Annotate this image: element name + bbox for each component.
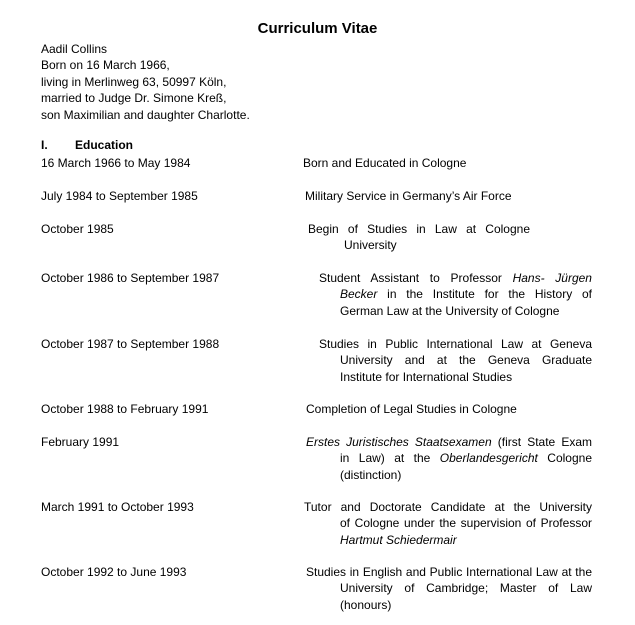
entry-description: [308, 221, 530, 254]
entry-line: Hartmut Schiedermair: [340, 532, 457, 547]
entry-line: Begin of Studies in Law at Cologne: [308, 222, 530, 236]
entry-line: Institute for International Studies: [340, 369, 513, 384]
entry-description: [303, 155, 466, 171]
entry-line: Military Service in Germany’s Air Force: [305, 189, 512, 203]
entry-description: [306, 564, 592, 613]
marital-line: married to Judge Dr. Simone Kreß,: [41, 91, 227, 106]
entry-description: [305, 188, 512, 204]
entry-date: October 1987 to September 1988: [41, 337, 220, 351]
children-line: son Maximilian and daughter Charlotte.: [41, 107, 250, 122]
entry-line: German Law at the University of Cologne: [340, 303, 560, 318]
entry-date: 16 March 1966 to May 1984: [41, 156, 191, 170]
entry-date: October 1992 to June 1993: [41, 565, 187, 579]
address-line: living in Merlinweg 63, 50997 Köln,: [41, 74, 227, 89]
entry-line: in Law) at the Oberlandesgericht Cologne: [340, 451, 592, 466]
entry-date: July 1984 to September 1985: [41, 189, 198, 203]
section-number: I.: [41, 138, 48, 152]
document-title: Curriculum Vitae: [257, 20, 378, 37]
entry-line: (distinction): [340, 467, 402, 482]
entry-line: University of Cambridge; Master of Law: [340, 581, 592, 596]
entry-description: [306, 434, 592, 483]
entry-line: Erstes Juristisches Staatsexamen (first State Exam: [306, 435, 592, 449]
entry-date: October 1988 to February 1991: [41, 402, 209, 416]
entry-line: Tutor and Doctorate Candidate at the University: [304, 500, 592, 514]
entry-description: [306, 401, 517, 417]
entry-line: University and at the Geneva Graduate: [340, 353, 592, 368]
personal-details: [41, 41, 250, 123]
name-line: Aadil Collins: [41, 42, 108, 56]
entry-line: (honours): [340, 597, 392, 612]
entry-date: October 1986 to September 1987: [41, 271, 220, 285]
entry-line: Student Assistant to Professor Hans- Jürgen: [319, 271, 592, 285]
entry-description: [319, 336, 592, 385]
entry-line: of Cologne under the supervision of Professor: [340, 516, 592, 531]
entry-description: [319, 270, 592, 319]
entry-line: Studies in English and Public International Law at the: [306, 565, 592, 579]
section-heading: [41, 138, 133, 152]
entry-date: March 1991 to October 1993: [41, 500, 194, 514]
entry-description: [304, 499, 592, 548]
birth-line: Born on 16 March 1966,: [41, 58, 170, 73]
entry-date: October 1985: [41, 222, 114, 236]
entry-line: Completion of Legal Studies in Cologne: [306, 402, 517, 416]
entry-date: February 1991: [41, 435, 120, 449]
entry-line: Becker in the Institute for the History of: [340, 287, 592, 302]
entry-line: Born and Educated in Cologne: [303, 156, 467, 170]
entry-line: University: [344, 238, 397, 253]
entry-line: Studies in Public International Law at Geneva: [319, 337, 592, 351]
section-title: Education: [75, 138, 134, 152]
